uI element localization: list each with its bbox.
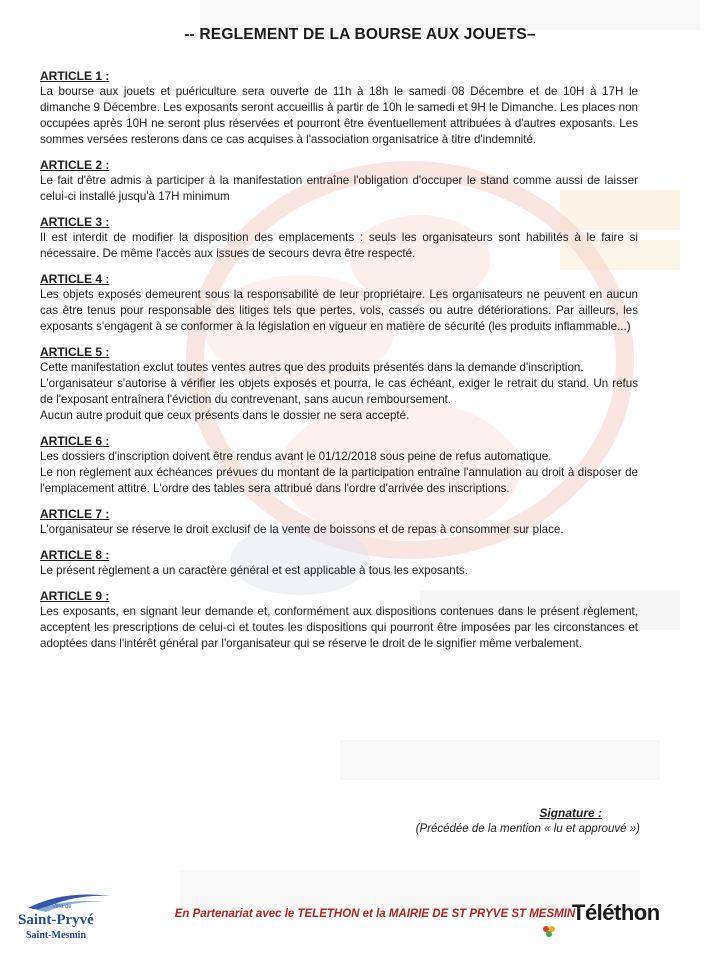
article-paragraph: Il est interdit de modifier la disposition des emplacements : seuls les organisateurs sont habilités à le faire si nécessaire. De même l'accès aux issues de secours devra être respecté. (40, 231, 638, 260)
article-body (40, 230, 638, 262)
article-paragraph: Les exposants, en signant leur demande et, conformément aux dispositions contenues dans le présent règlement, acceptent les prescriptions de celui-ci et toutes les dispositions qui pourront être imposées par les circonstances et adoptées dans l'intérêt général par l'organisateur qui se réserve le droit de le signifier même verbalement. (40, 605, 638, 650)
article-paragraph: Le fait d'être admis à participer à la manifestation entraîne l'obligation d'occuper le stand comme aussi de laisser celui-ci installé jusqu'à 17H minimum (40, 174, 638, 203)
title-text: -- REGLEMENT DE LA BOURSE AUX JOUETS (184, 26, 527, 43)
article-body (40, 287, 638, 335)
article-heading: ARTICLE 2 : (40, 158, 110, 172)
articles-list (40, 68, 638, 661)
article-paragraph: L'organisateur s'autorise à vérifier les objets exposés et pourra, le cas échéant, exiger le retrait du stand. Un refus de l'exposant entraînera l'éviction du contrevenant, sans aucun remboursement. (40, 377, 638, 406)
signature-mention: (Précédée de la mention « lu et approuvé ») (415, 823, 640, 835)
article-heading: ARTICLE 1 : (40, 69, 110, 83)
article-body (40, 360, 638, 424)
article-body (40, 604, 638, 652)
telethon-logo (572, 900, 660, 952)
city-logo-name: Saint-Pryvé (18, 912, 94, 928)
telethon-logo-text: Téléthon (572, 900, 660, 925)
article-paragraph: Le non règlement aux échéances prévues du montant de la participation entraîne l'annulation au droit à disposer de l'emplacement attitré. L'ordre des tables sera attribué dans l'ordre d'arrivée des inscriptions. (40, 466, 638, 495)
city-logo-prefix: Ville de (52, 904, 72, 910)
article-1 (40, 68, 638, 148)
article-paragraph: Le présent règlement a un caractère général et est applicable à tous les exposants. (40, 564, 468, 577)
article-paragraph: Les objets exposés demeurent sous la responsabilité de leur propriétaire. Les organisateurs ne peuvent en aucun cas être tenus pour responsable des litiges tels que pertes, vols, casses ou autre détériorations. Par ailleurs, les exposants s'engagent à se conformer à la législation en vigueur en matière de sécurité (les produits inflammable...) (40, 288, 638, 333)
article-heading: ARTICLE 6 : (40, 434, 110, 448)
article-6 (40, 433, 638, 497)
article-heading: ARTICLE 5 : (40, 345, 110, 359)
article-2 (40, 157, 638, 205)
article-heading: ARTICLE 8 : (40, 548, 110, 562)
article-paragraph: Aucun autre produit que ceux présents dans le dossier ne sera accepté. (40, 409, 410, 422)
article-3 (40, 214, 638, 262)
telethon-heart-icon (542, 924, 556, 938)
article-body (40, 563, 638, 579)
article-9 (40, 588, 638, 652)
signature-label: Signature : (539, 806, 602, 820)
article-body (40, 84, 638, 148)
article-heading: ARTICLE 7 : (40, 507, 110, 521)
partner-notice: En Partenariat avec le TELETHON et la MAIRIE DE ST PRYVE ST MESMIN (174, 908, 576, 920)
article-5 (40, 344, 638, 424)
city-logo-subname: Saint-Mesmin (26, 930, 86, 941)
article-paragraph: Cette manifestation exclut toutes ventes autres que des produits présentés dans la demande d'inscription. (40, 361, 584, 374)
article-body (40, 449, 638, 497)
article-paragraph: La bourse aux jouets et puériculture sera ouverte de 11h à 18h le samedi 08 Décembre et de 10H à 17H le dimanche 9 Décembre. Les exposants seront accueillis à partir de 10h le samedi et 9H le Dimanche. Les places non occupées après 10H ne seront plus réservées et pourront être éventuellement attribuées à d'autres exposants. Les sommes versées resterons dans ce cas acquises à l'association organisatrice à titre d'indemnité. (40, 85, 638, 146)
title-suffix: – (526, 26, 536, 43)
article-8 (40, 547, 638, 579)
article-paragraph: L'organisateur se réserve le droit exclusif de la vente de boissons et de repas à consommer sur place. (40, 523, 564, 536)
article-heading: ARTICLE 3 : (40, 215, 110, 229)
article-paragraph: Les dossiers d'inscription doivent être rendus avant le 01/12/2018 sous peine de refus automatique. (40, 450, 552, 463)
article-4 (40, 271, 638, 335)
article-heading: ARTICLE 9 : (40, 589, 110, 603)
document-title (0, 26, 720, 44)
article-body (40, 173, 638, 205)
article-body (40, 522, 638, 538)
article-heading: ARTICLE 4 : (40, 272, 110, 286)
article-7 (40, 506, 638, 538)
